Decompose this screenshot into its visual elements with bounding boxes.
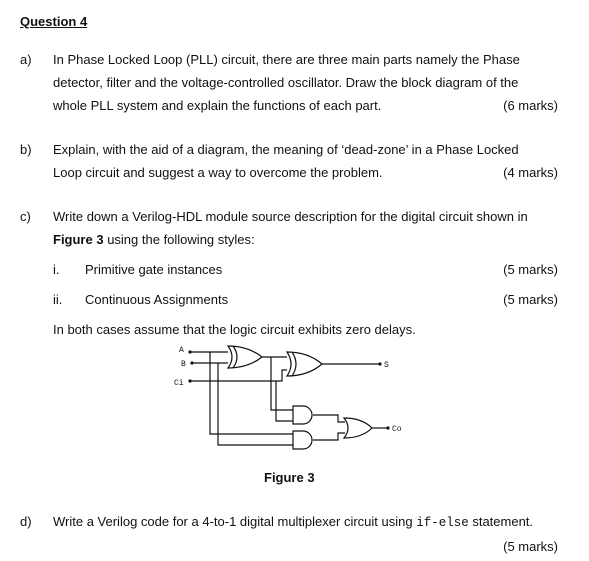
part-d-text: [53, 514, 533, 530]
and-gate-2: [293, 431, 312, 449]
sub-item-i-text: Primitive gate instances: [85, 262, 223, 277]
part-d-label: d): [20, 514, 32, 529]
xor-gate-2-back: [292, 352, 296, 376]
output-s-label: S: [384, 361, 389, 370]
sub-item-ii-text: Continuous Assignments: [85, 292, 229, 307]
part-a-label: a): [20, 52, 32, 67]
part-a-line3: whole PLL system and explain the functions of each part.: [53, 98, 382, 113]
part-c-note: In both cases assume that the logic circuit exhibits zero delays.: [53, 322, 416, 337]
figure-caption: Figure 3: [264, 470, 315, 485]
sub-item-ii-label: ii.: [53, 292, 63, 307]
sub-item-i-label: i.: [53, 262, 60, 277]
or-gate: [344, 418, 372, 438]
input-b-label: B: [181, 360, 186, 369]
part-d-text-before: Write a Verilog code for a 4-to-1 digital multiplexer circuit using: [53, 514, 417, 529]
part-a-line2: detector, filter and the voltage-controlled oscillator. Draw the block diagram of the: [53, 75, 519, 90]
part-a-marks: (6 marks): [503, 98, 558, 113]
code-keyword: if-else: [416, 516, 469, 530]
xor-gate-1: [228, 346, 262, 368]
part-d-marks: (5 marks): [503, 539, 558, 554]
part-c-line1: Write down a Verilog-HDL module source description for the digital circuit shown in: [53, 209, 528, 224]
question-heading: Question 4: [20, 14, 88, 29]
and-gate-1: [293, 406, 312, 424]
part-c-label: c): [20, 209, 31, 224]
part-c-line2-rest: using the following styles:: [103, 232, 255, 247]
part-b-marks: (4 marks): [503, 165, 558, 180]
sub-item-i-marks: (5 marks): [503, 262, 558, 277]
input-a-label: A: [179, 346, 184, 355]
part-b-line1: Explain, with the aid of a diagram, the meaning of ‘dead-zone’ in a Phase Locked: [53, 142, 519, 157]
input-ci-label: Ci: [174, 379, 184, 388]
part-d-text-after: statement.: [468, 514, 534, 529]
sub-item-ii-marks: (5 marks): [503, 292, 558, 307]
xor-gate-2: [287, 352, 322, 376]
part-b-line2: Loop circuit and suggest a way to overcome the problem.: [53, 165, 383, 180]
part-b-label: b): [20, 142, 32, 157]
circuit-wires: [190, 352, 388, 445]
part-a-line1: In Phase Locked Loop (PLL) circuit, there are three main parts namely the Phase: [53, 52, 520, 67]
output-co-label: Co: [392, 425, 402, 434]
xor-gate-1-back: [233, 346, 237, 368]
figure-reference: Figure 3: [53, 232, 104, 247]
